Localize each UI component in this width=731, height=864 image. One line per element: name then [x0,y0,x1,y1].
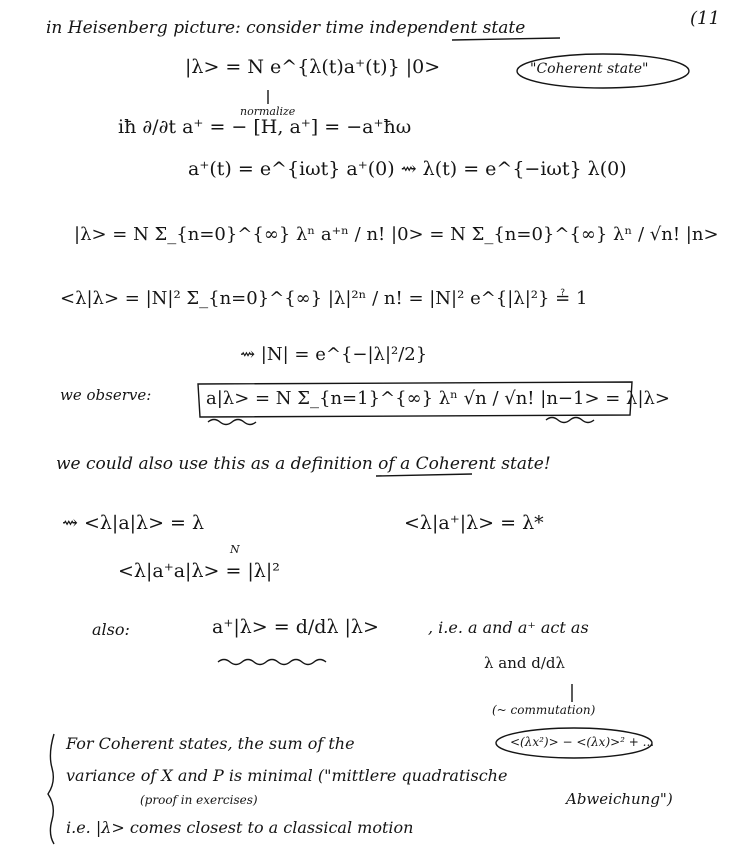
state-expansion: |λ> = N Σ_{n=0}^{∞} λⁿ a⁺ⁿ / n! |0> = N Σ_{n=0}^{∞} λⁿ / √n! |n> [74,224,719,245]
time-evolution: a⁺(t) = e^{iωt} a⁺(0) ⇝ λ(t) = e^{−iωt} λ(0) [188,158,627,180]
page-number: (11 [690,8,720,29]
underline-time-independent [452,38,560,40]
underline-definition [376,474,472,476]
minimal-paren: (proof in exercises) [140,793,258,807]
classical-line: i.e. |λ> comes closest to a classical motion [66,818,414,837]
normalization-result: ⇝ |N| = e^{−|λ|²/2} [240,344,428,365]
derivative-comment: , i.e. a and a⁺ act as [428,618,589,637]
commutation-note: (~ commutation) [492,703,596,717]
minimal-line-2: variance of X and P is minimal ("mittlere quadratische [66,766,508,785]
also-label: also: [92,620,130,639]
number-operator-label: N [230,543,240,556]
observe-label: we observe: [60,386,152,404]
coherent-state-definition: |λ> = N e^{λ(t)a⁺(t)} |0> [185,56,441,78]
intro-line: in Heisenberg picture: consider time independent state [46,18,526,38]
normalization-condition: <λ|λ> = |N|² Σ_{n=0}^{∞} |λ|²ⁿ / n! = |N|² e^{|λ|²} ≟ 1 [60,288,588,309]
wavy-underline-lambda [546,418,594,423]
coherent-state-label: "Coherent state" [530,61,649,77]
normalize-note: normalize [240,105,296,118]
expectation-a-dagger: <λ|a⁺|λ> = λ* [404,512,544,534]
left-brace [48,734,54,844]
derivative-equation: a⁺|λ> = d/dλ |λ> [212,616,379,638]
expectation-number: <λ|a⁺a|λ> = |λ|² [118,560,280,582]
operator-pair: λ and d/dλ [484,654,566,672]
minimal-line-2-cont: Abweichung") [566,790,673,808]
wavy-underline-a [208,420,256,425]
heisenberg-equation: iħ ∂/∂t a⁺ = − [H, a⁺] = −a⁺ħω [118,116,412,138]
minimal-formula: <(λx²)> − <(λx)>² + ... [510,735,655,749]
eigenvalue-equation: a|λ> = N Σ_{n=1}^{∞} λⁿ √n / √n! |n−1> = λ|λ> [206,388,671,409]
expectation-a: ⇝ <λ|a|λ> = λ [62,512,205,534]
definition-sentence: we could also use this as a definition of a Coherent state! [56,454,551,474]
wavy-underline-derivative [218,660,326,665]
minimal-line-1: For Coherent states, the sum of the [66,734,355,753]
